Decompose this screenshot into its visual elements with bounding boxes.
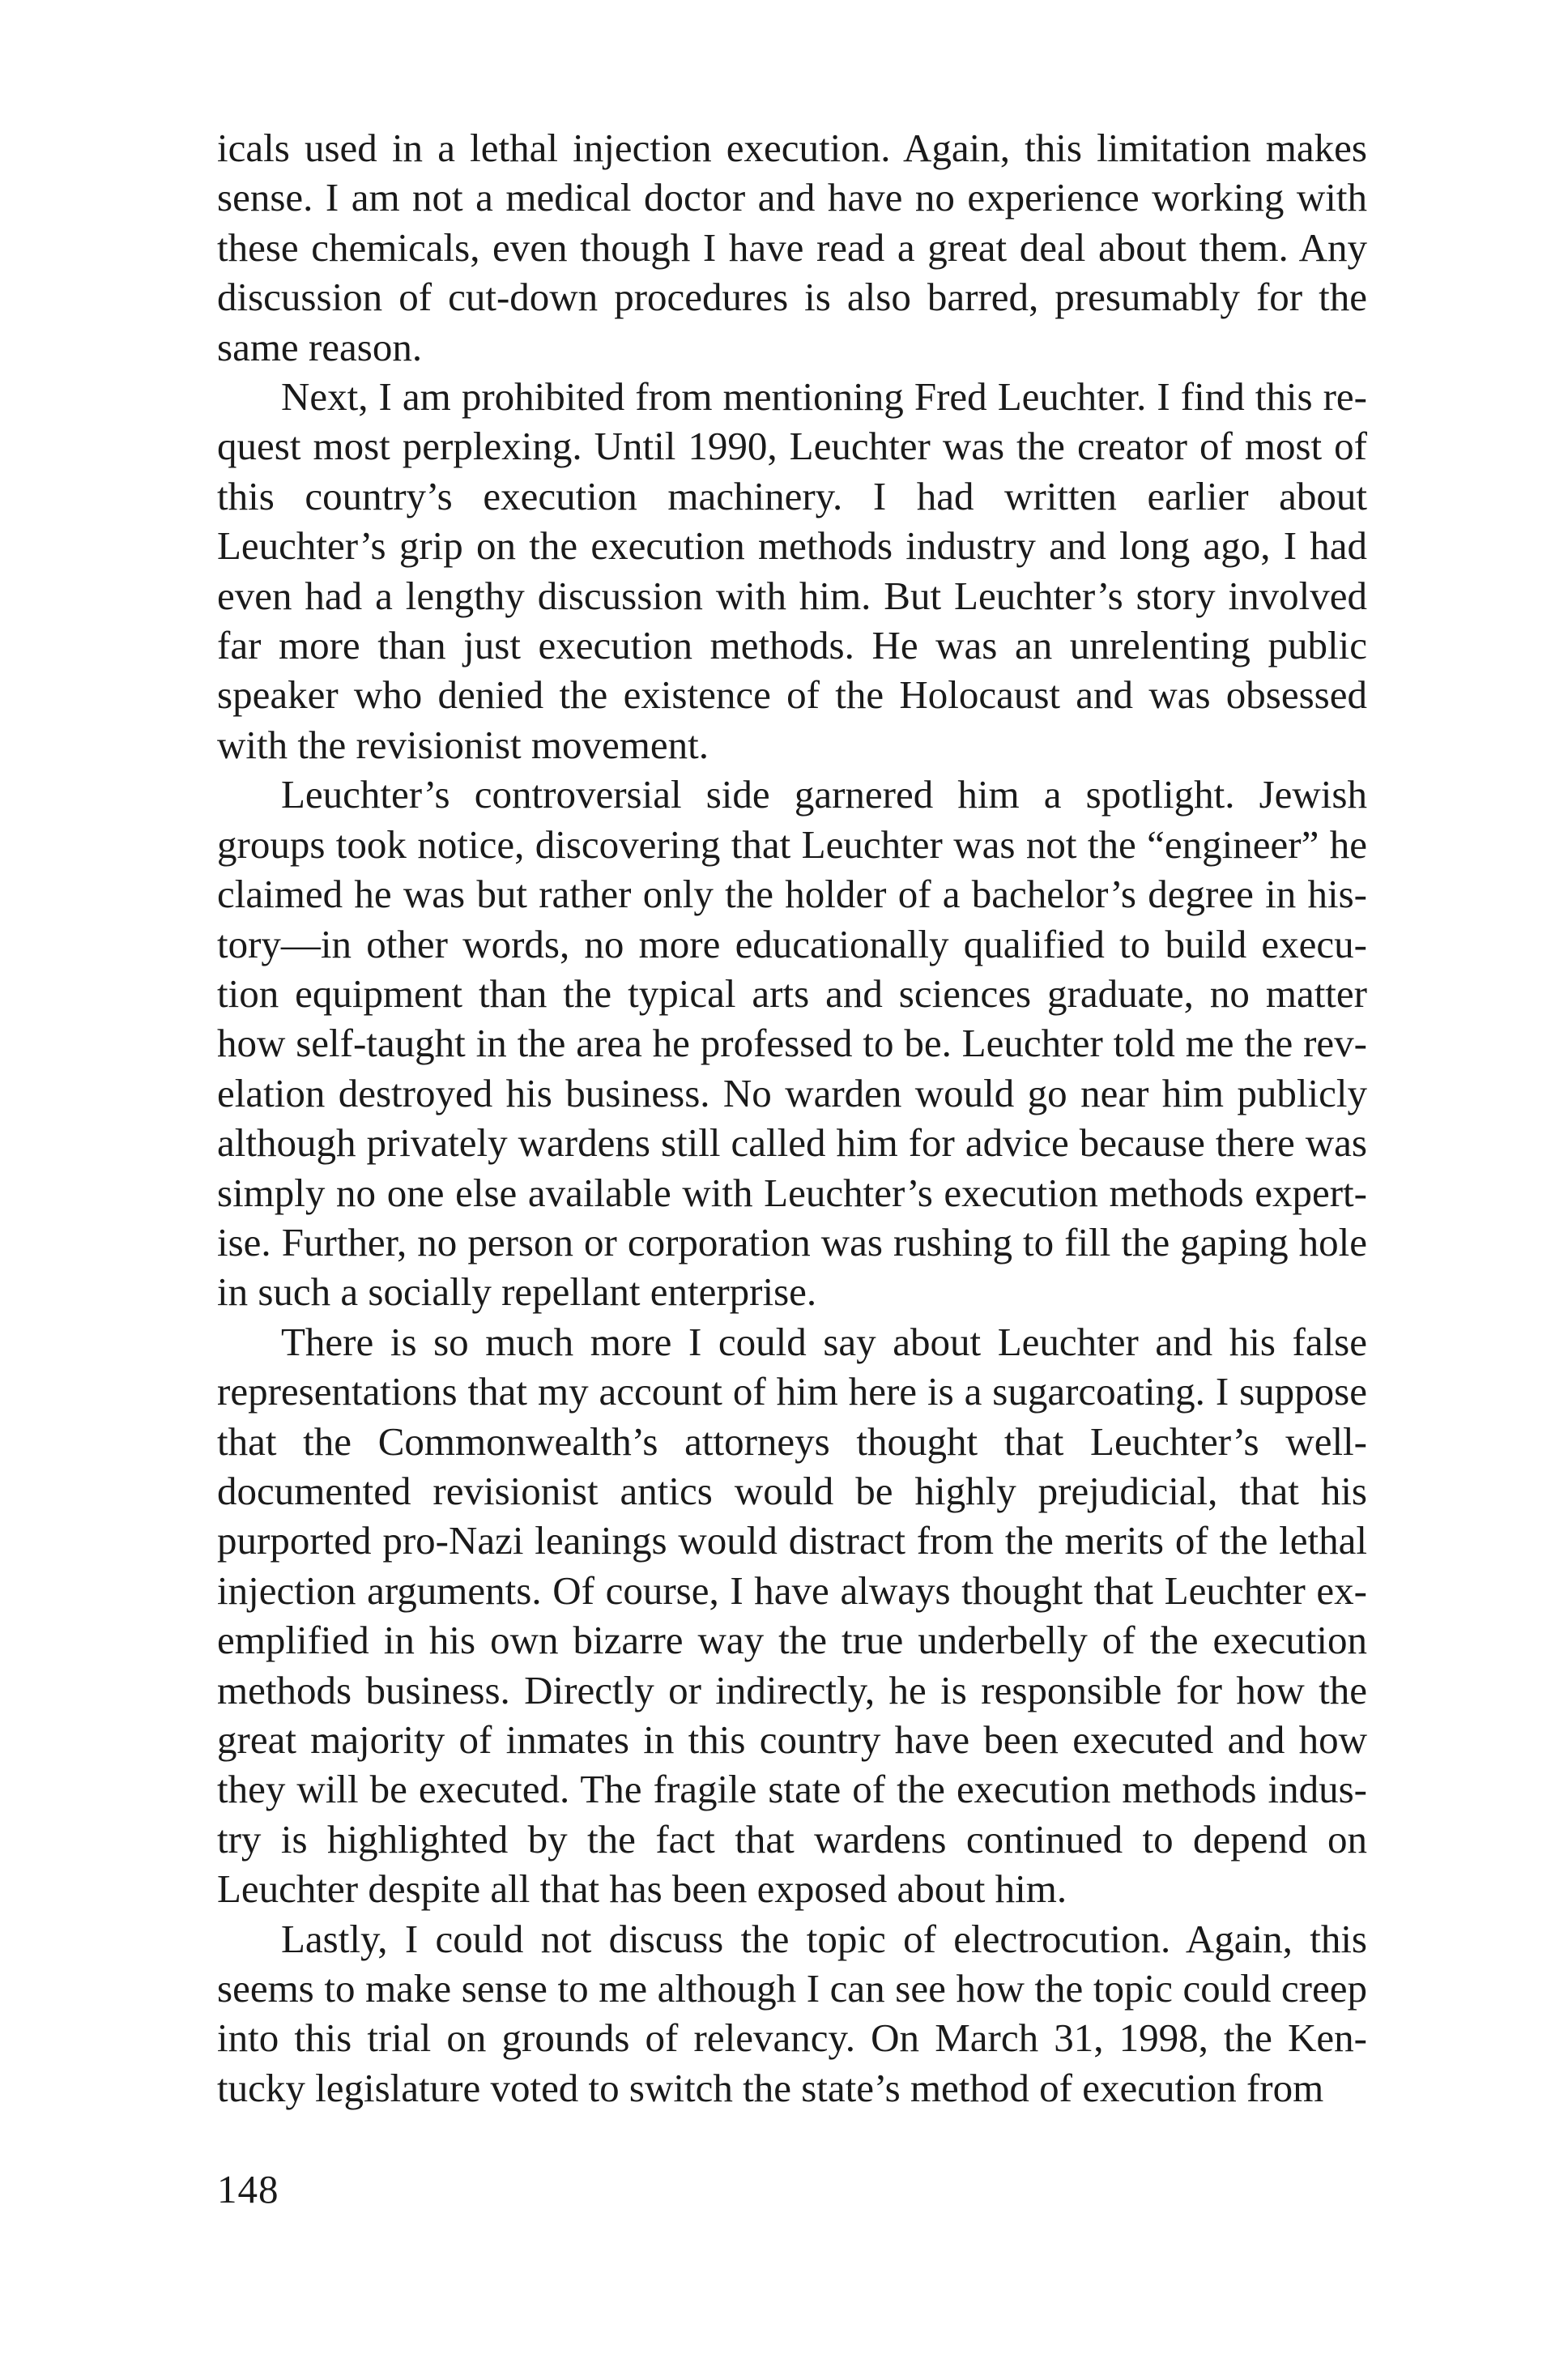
paragraph-controversial-side: Leuchter’s controversial side garnered him a spotlight. Jewish groups took notice, discovering that Leuchter was not the “engineer” he claimed he was but rather only the holder of a bachelor’s degree in history—in other words, no more educationally qualified to build execution equipment than the typical arts and sciences graduate, no matter how self-taught in the area he professed to be. Leuchter told me the revelation destroyed his business. No warden would go near him publicly although privately wardens still called him for advice because there was simply no one else available with Leuchter’s execution methods expertise. Further, no person or corporation was rushing to fill the gaping hole in such a socially repellant enterprise. [217, 772, 1367, 1315]
page-number: 148 [217, 2167, 279, 2211]
body-text [217, 123, 1367, 2113]
paragraph-leuchter-prohibition: Next, I am prohibited from mentioning Fred Leuchter. I find this request most perplexing. Until 1990, Leuchter was the creator of most of this country’s execution machinery. I had written earlier about Leuchter’s grip on the execution methods industry and long ago, I had even had a lengthy discussion with him. But Leuchter’s story involved far more than just execution methods. He was an unrelenting public speaker who denied the existence of the Holocaust and was obsessed with the revisionist movement. [217, 374, 1367, 767]
paragraph-continued: icals used in a lethal injection execution. Again, this limitation makes sense. I am not a medical doctor and have no experience working with these chemicals, even though I have read a great deal about them. Any discussion of cut-down procedures is also barred, presumably for the same reason. [217, 126, 1367, 369]
paragraph-false-representations: There is so much more I could say about Leuchter and his false representations that my account of him here is a sugarcoating. I suppose that the Commonwealth’s attorneys thought that Leuchter’s well-documented revisionist antics would be highly prejudicial, that his purported pro-Nazi leanings would distract from the merits of the lethal injection arguments. Of course, I have always thought that Leuchter exemplified in his own bizarre way the true underbelly of the execution methods business. Directly or indirectly, he is responsible for how the great majority of inmates in this country have been executed and how they will be executed. The fragile state of the execution methods industry is highlighted by the fact that wardens continued to depend on Leuchter despite all that has been exposed about him. [217, 1319, 1367, 1912]
paragraph-electrocution: Lastly, I could not discuss the topic of electrocution. Again, this seems to make sense to me although I can see how the topic could creep into this trial on grounds of relevancy. On March 31, 1998, the Kentucky legislature voted to switch the state’s method of execution from [217, 1916, 1367, 2110]
